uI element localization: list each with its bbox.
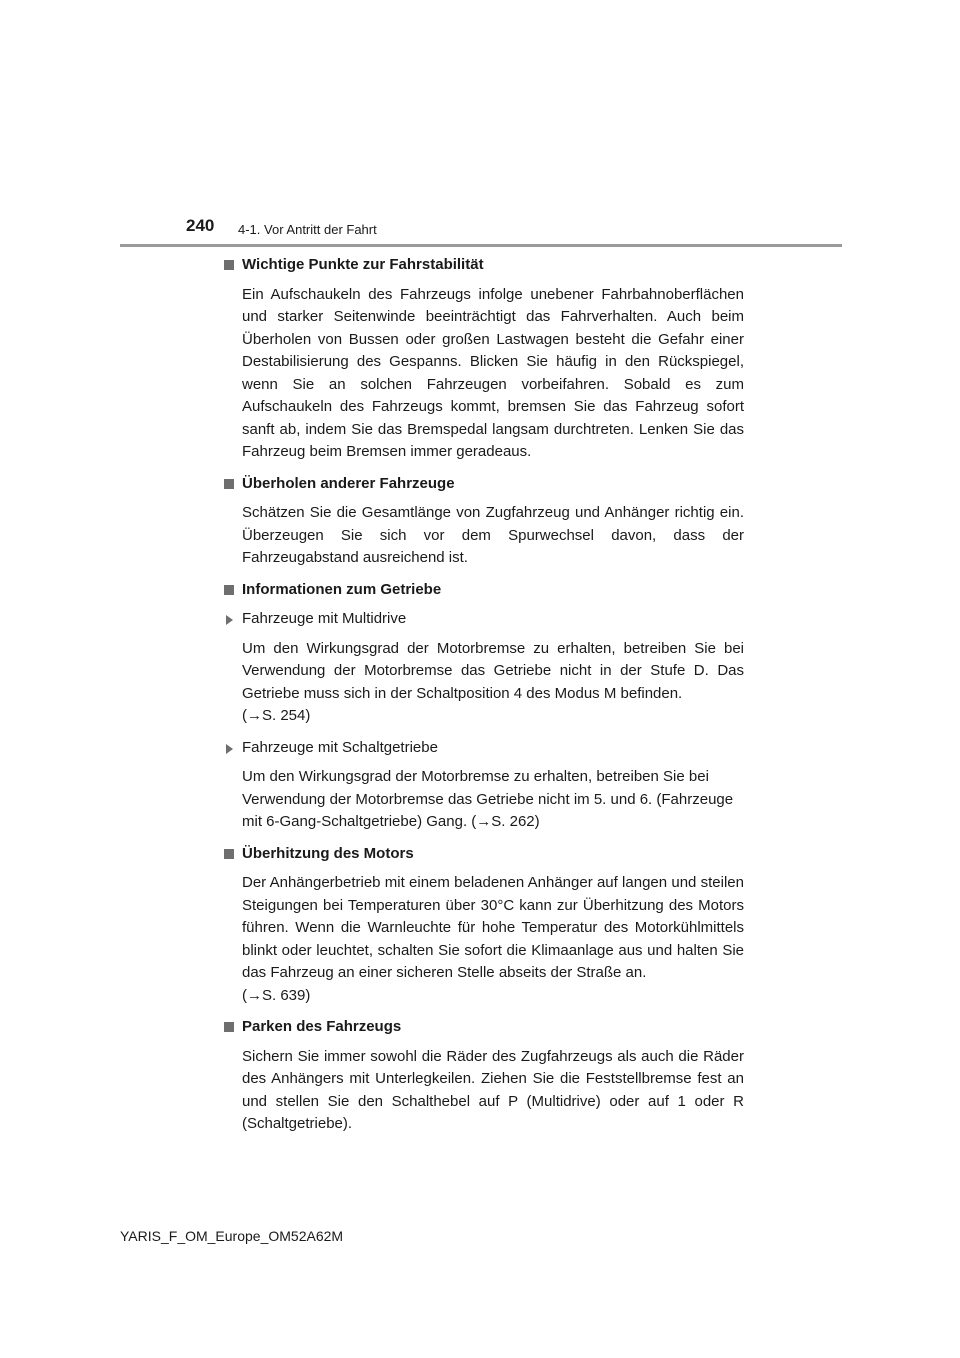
section-heading-ueberhitzung [222,843,744,866]
heading-label: Überhitzung des Motors [242,844,414,862]
paragraph-schaltgetriebe: Um den Wirkungsgrad der Motorbremse zu erhalten, betreiben Sie bei Verwendung der Motorbremse das Getriebe nicht im 5. und 6. (Fahrzeuge mit 6-Gang-Schaltgetriebe) Gang. (→S. 262) [242,768,734,830]
paragraph-parken: Sichern Sie immer sowohl die Räder des Zugfahrzeugs als auch die Räder des Anhängers mit Unterlegkeilen. Ziehen Sie die Feststellbremse fest an und stellen Sie den Schalthebel auf P (Multidrive) oder auf 1 oder R (Schaltgetriebe). [242,1047,744,1132]
paragraph-text: Der Anhängerbetrieb mit einem beladenen Anhänger auf langen und steilen Steigungen bei Temperaturen über 30°C kann zur Überhitzung des Motors führen. Wenn die Warnleuchte für hohe Temperatur des Motorkühlmittels blinkt oder leuchtet, schalten Sie sofort die Klimaanlage aus und halten Sie das Fahrzeug an einer sicheren Stelle abseits der Straße an. [242,874,744,981]
square-bullet-icon [224,849,234,859]
heading-label: Parken des Fahrzeugs [242,1018,402,1035]
square-bullet-icon [224,479,234,489]
paragraph-multidrive [242,638,744,728]
heading-label: Überholen anderer Fahrzeuge [242,474,455,492]
square-bullet-icon [224,1022,234,1032]
subheading-schaltgetriebe [222,737,744,760]
subheading-multidrive [222,608,744,631]
paragraph-ueberhitzung [242,872,744,1007]
header-divider [120,244,842,247]
square-bullet-icon [224,260,234,270]
paragraph-ueberholen: Schätzen Sie die Gesamtlänge von Zugfahrzeug und Anhänger richtig ein. Überzeugen Sie sich vor dem Spurwechsel davon, dass der Fahrzeugabstand ausreichend ist. [242,504,744,566]
square-bullet-icon [224,585,234,595]
subheading-label: Fahrzeuge mit Multidrive [242,610,407,627]
page-content [222,254,744,1145]
triangle-bullet-icon [226,615,233,625]
paragraph-text: Um den Wirkungsgrad der Motorbremse zu erhalten, betreiben Sie bei Verwendung der Motorbremse das Getriebe nicht in der Stufe D. Das Getriebe muss sich in der Schaltposition 4 des Modus M befinden. [242,639,744,702]
section-heading-ueberholen [222,473,744,496]
page-reference-link[interactable]: (→S. 639) [242,986,311,1004]
paragraph-fahrstabilitaet: Ein Aufschaukeln des Fahrzeugs infolge unebener Fahrbahnoberflächen und starker Seitenwinde beeinträchtigt das Fahrverhalten. Auch beim Überholen von Bussen oder großen Lastwagen besteht die Gefahr einer Destabilisierung des Gespanns. Blicken Sie häufig in den Rückspiegel, wenn Sie an solchen Fahrzeugen vorbeifahren. Sobald es zum Aufschaukeln des Fahrzeugs kommt, bremsen Sie das Fahrzeug sofort sanft ab, indem Sie das Bremspedal langsam durchtreten. Lenken Sie das Fahrzeug beim Bremsen immer geradeaus. [242,285,744,460]
heading-label: Wichtige Punkte zur Fahrstabilität [242,256,484,273]
triangle-bullet-icon [226,744,233,754]
section-heading-getriebe [222,579,744,602]
page-reference-link[interactable]: (→S. 254) [242,707,311,724]
section-heading-fahrstabilitaet [222,254,744,277]
section-heading-parken [222,1016,744,1039]
page-number: 240 [186,216,215,235]
section-title: 4-1. Vor Antritt der Fahrt [238,222,377,237]
footer-document-id: YARIS_F_OM_Europe_OM52A62M [120,1228,344,1244]
subheading-label: Fahrzeuge mit Schaltgetriebe [242,738,438,756]
heading-label: Informationen zum Getriebe [242,580,442,598]
